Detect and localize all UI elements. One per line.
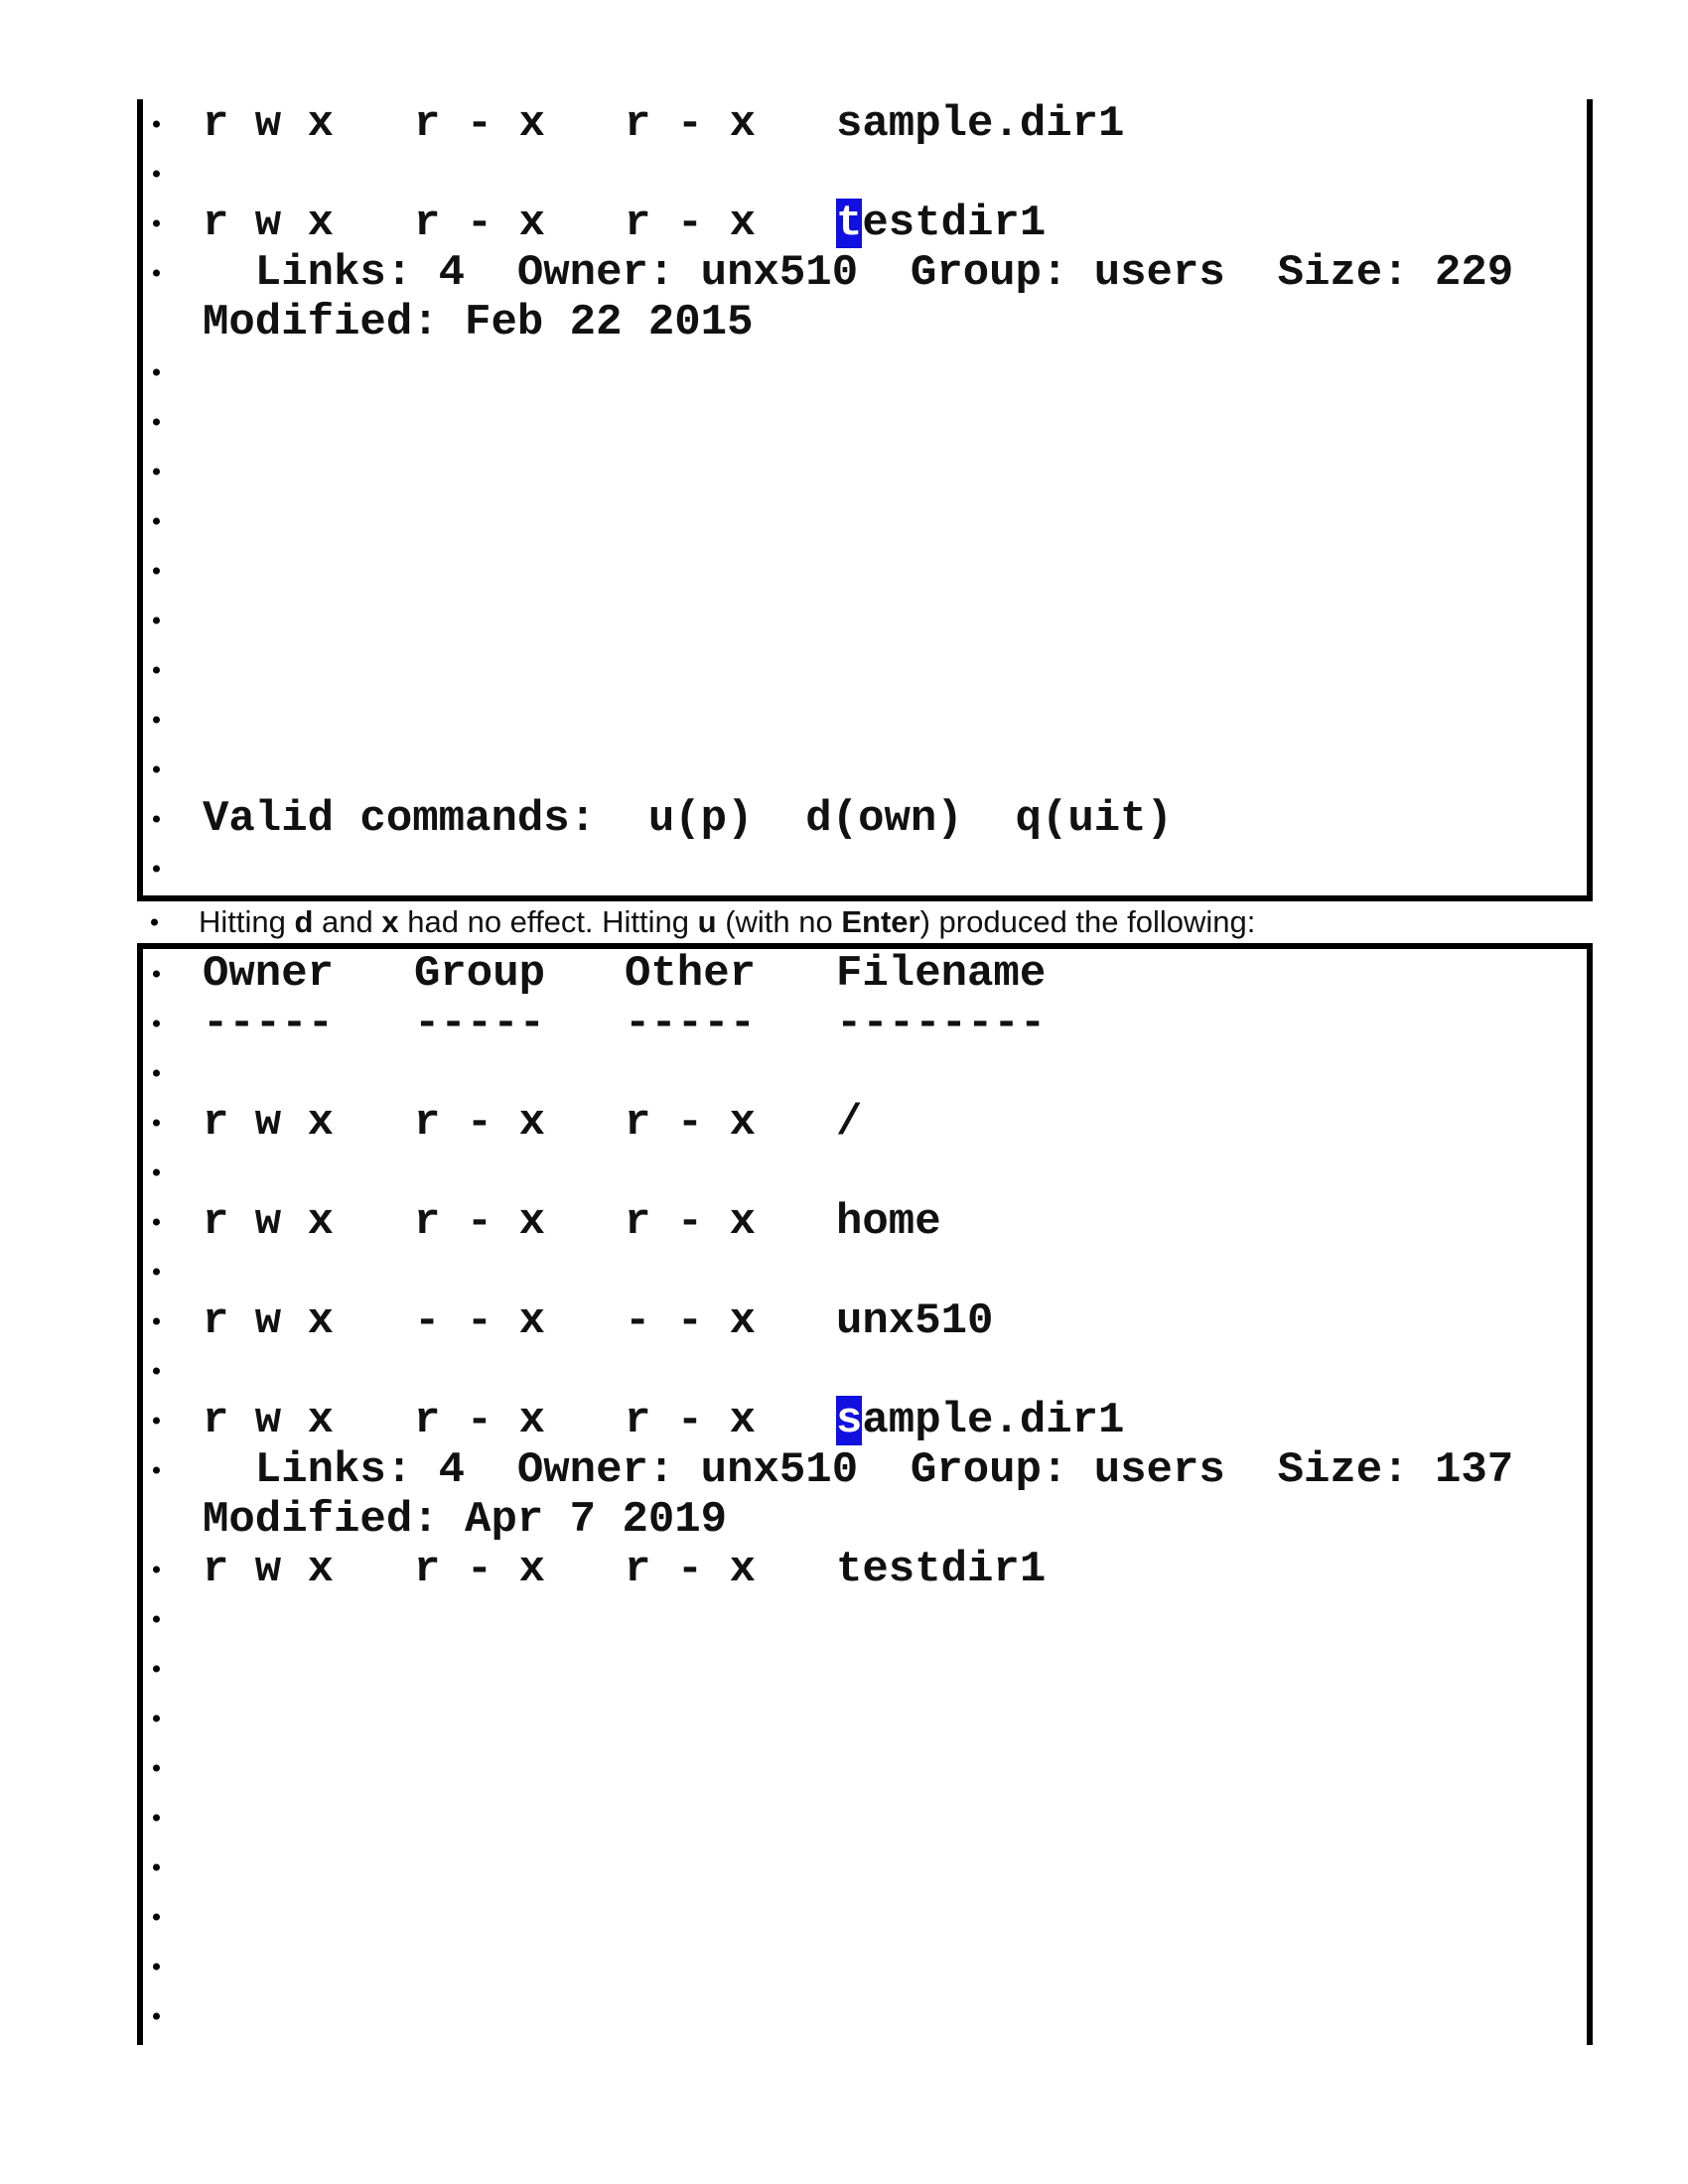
- other-perms: r - x: [625, 199, 757, 248]
- owner-perms: r w x: [203, 99, 335, 149]
- filename: /: [836, 1098, 863, 1148]
- detail-line-1: Links: 4 Owner: unx510 Group: users Size: 137: [203, 1445, 1514, 1495]
- entry-row-unx510: [143, 1297, 1587, 1346]
- commands-row: [143, 794, 1587, 844]
- group-perms: - - x: [414, 1297, 546, 1346]
- owner-perms: r w x: [203, 199, 335, 248]
- header-filename: Filename: [836, 949, 1047, 999]
- dash-row: [143, 999, 1587, 1048]
- filename: testdir1: [836, 199, 1047, 248]
- filename: sample.dir1: [836, 1396, 1125, 1445]
- detail-line-2: Modified: Feb 22 2015: [203, 298, 754, 347]
- group-perms: r - x: [414, 199, 546, 248]
- filename: home: [836, 1197, 941, 1247]
- bullet: [153, 171, 160, 178]
- bullet: [153, 1169, 160, 1176]
- bullet: [153, 617, 160, 624]
- bullet: [153, 1715, 160, 1722]
- entry-row-sample-dir1: [143, 99, 1587, 149]
- bullet: [153, 369, 160, 376]
- bullet: [153, 2013, 160, 2020]
- bullet: [153, 1318, 160, 1325]
- bullet: [153, 1021, 160, 1027]
- bullet: [153, 419, 160, 426]
- entry-row-testdir1: [143, 199, 1587, 248]
- owner-perms: r w x: [203, 1396, 335, 1445]
- bullet: [153, 518, 160, 525]
- other-perms: r - x: [625, 1545, 757, 1594]
- text-cursor: t: [836, 199, 863, 248]
- bullet: [153, 568, 160, 575]
- bullet: [153, 220, 160, 227]
- dashes: -----: [625, 999, 757, 1048]
- caption-text: Hitting d and x had no effect. Hitting u (with no Enter) produced the following:: [199, 904, 1256, 939]
- text-cursor: s: [836, 1396, 863, 1445]
- bullet: [153, 1070, 160, 1077]
- bullet: [153, 1765, 160, 1772]
- other-perms: r - x: [625, 1098, 757, 1148]
- bullet: [153, 469, 160, 476]
- owner-perms: r w x: [203, 1297, 335, 1346]
- entry-row-sample-dir1: [143, 1396, 1587, 1445]
- bullet: [153, 766, 160, 773]
- other-perms: r - x: [625, 1396, 757, 1445]
- bullet: [153, 1120, 160, 1127]
- detail-row: [143, 248, 1587, 298]
- entry-row-root: [143, 1098, 1587, 1148]
- detail-line-1: Links: 4 Owner: unx510 Group: users Size: 229: [203, 248, 1514, 298]
- detail-line-2: Modified: Apr 7 2019: [203, 1495, 728, 1545]
- header-other: Other: [625, 949, 757, 999]
- bullet: [153, 1269, 160, 1276]
- group-perms: r - x: [414, 99, 546, 149]
- bullet: [153, 667, 160, 674]
- bullet: [151, 919, 158, 926]
- bullet: [153, 1914, 160, 1921]
- header-row: [143, 949, 1587, 999]
- dashes: -----: [203, 999, 335, 1048]
- bullet: [153, 1418, 160, 1425]
- valid-commands: Valid commands: u(p) d(own) q(uit): [203, 794, 1173, 844]
- group-perms: r - x: [414, 1098, 546, 1148]
- bullet: [153, 1467, 160, 1474]
- filename: unx510: [836, 1297, 994, 1346]
- bullet: [153, 1964, 160, 1971]
- group-perms: r - x: [414, 1197, 546, 1247]
- header-owner: Owner: [203, 949, 335, 999]
- group-perms: r - x: [414, 1545, 546, 1594]
- bullet: [153, 1368, 160, 1375]
- owner-perms: r w x: [203, 1098, 335, 1148]
- bullet: [153, 1616, 160, 1623]
- bullet: [153, 866, 160, 873]
- filename: sample.dir1: [836, 99, 1125, 149]
- bullet: [153, 971, 160, 978]
- entry-row-testdir1: [143, 1545, 1587, 1594]
- bullet: [153, 717, 160, 724]
- detail-row: [143, 1445, 1587, 1495]
- modified-row: [143, 298, 1587, 347]
- caption: [137, 904, 1256, 939]
- bullet: [153, 1864, 160, 1871]
- bullet: [153, 1567, 160, 1573]
- other-perms: r - x: [625, 1197, 757, 1247]
- modified-row: [143, 1495, 1587, 1545]
- terminal-screen-1: [137, 99, 1593, 901]
- other-perms: r - x: [625, 99, 757, 149]
- group-perms: r - x: [414, 1396, 546, 1445]
- bullet: [153, 1815, 160, 1822]
- header-group: Group: [414, 949, 546, 999]
- bullet: [153, 1219, 160, 1226]
- owner-perms: r w x: [203, 1545, 335, 1594]
- bullet: [153, 1666, 160, 1673]
- bullet: [153, 270, 160, 277]
- bullet: [153, 121, 160, 128]
- entry-row-home: [143, 1197, 1587, 1247]
- dashes: --------: [836, 999, 1047, 1048]
- dashes: -----: [414, 999, 546, 1048]
- bullet: [153, 816, 160, 823]
- terminal-screen-2: [137, 943, 1593, 2045]
- owner-perms: r w x: [203, 1197, 335, 1247]
- filename: testdir1: [836, 1545, 1047, 1594]
- other-perms: - - x: [625, 1297, 757, 1346]
